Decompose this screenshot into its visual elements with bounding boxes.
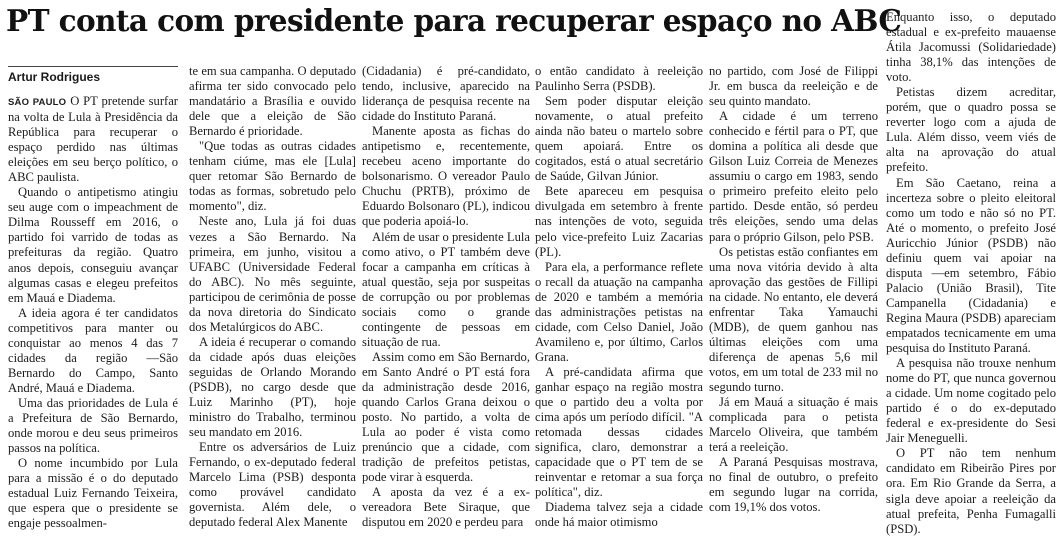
article-paragraph: Além de usar o presidente Lula como ativo, o PT também deve focar a campanha em críticas à atual questão, seja por suspeitas de corrupção ou por problemas sociais como o grande contingente de pessoas em situação de rua. (362, 229, 530, 349)
article-paragraph: O PT não tem nenhum candidato em Ribeirão Pires por ora. Em Rio Grande da Serra, a sigla deve apoiar a reeleição da atual prefeita, Penha Fumagalli (PSD). (886, 446, 1056, 536)
article-paragraph: Uma das prioridades de Lula é a Prefeitura de São Bernardo, onde morou e deu seus primeiros passos na política. (8, 395, 178, 456)
article-column-5 (709, 64, 878, 515)
article-paragraph: A cidade é um terreno conhecido e fértil para o PT, que domina a política ali desde que Gilson Luiz Correia de Menezes assumiu o cargo em 1983, sendo o primeiro prefeito eleito pelo partido. Desde então, só perdeu três eleições, sendo uma delas para o próprio Gilson, pelo PSB. (709, 109, 878, 244)
article-paragraph: Petistas dizem acreditar, porém, que o quadro possa se reverter logo com a ajuda de Lula. Além disso, veem viés de alta na aprovação do atual prefeito. (886, 85, 1056, 175)
article-paragraph: Os petistas estão confiantes em uma nova vitória devido à alta aprovação das gestões de Fillipi na cidade. No entanto, ele deverá enfrentar Taka Yamauchi (MDB), de quem ganhou nas últimas eleições com uma diferença de apenas 5,6 mil votos, em um total de 233 mil no segundo turno. (709, 244, 878, 394)
article-paragraph: te em sua campanha. O deputado afirma ter sido convocado pelo mandatário a Brasília e ouvido dele que a eleição de São Bernardo é prioridade. (189, 64, 356, 139)
article-paragraph: (Cidadania) é pré-candidato, tendo, inclusive, aparecido na liderança de pesquisa recente na cidade do Instituto Paraná. (362, 64, 530, 124)
article-paragraph (8, 94, 178, 185)
article-paragraph: O nome incumbido por Lula para a missão é o do deputado estadual Luiz Fernando Teixeira, que espera que o presidente se engaje pessoalmen- (8, 456, 178, 531)
article-paragraph: o então candidato à reeleição Paulinho Serra (PSDB). (535, 64, 703, 94)
lead-paragraph-text: O PT pretende surfar na volta de Lula à Presidência da República para recuperar o espaço perdido nas últimas eleições em seu berço político, o ABC paulista. (8, 94, 178, 185)
article-paragraph: "Que todas as outras cidades tenham ciúme, mas ele [Lula] quer retomar São Bernardo de todas as formas, sobretudo pelo momento", diz. (189, 139, 356, 214)
article-paragraph: Assim como em São Bernardo, em Santo André o PT está fora da administração desde 2016, quando Carlos Grana deixou o posto. No partido, a volta de Lula ao poder é vista como prenúncio que a cidade, com tradição de prefeitos petistas, pode virar à esquerda. (362, 349, 530, 485)
article-column-1 (8, 94, 178, 531)
article-paragraph: A ideia é recuperar o comando da cidade após duas eleições seguidas de Orlando Morando (PSDB), no cargo desde que Luiz Marinho (PT), hoje ministro do Trabalho, terminou seu mandato em 2016. (189, 334, 356, 440)
headline: PT conta com presidente para recuperar espaço no ABC (6, 3, 902, 38)
article-paragraph: Neste ano, Lula já foi duas vezes a São Bernardo. Na primeira, em junho, visitou a UFABC (Universidade Federal do ABC). No mês seguinte, participou de cerimônia de posse da nova diretoria do Sindicato dos Metalúrgicos do ABC. (189, 214, 356, 334)
article-paragraph: no partido, com José de Filippi Jr. em busca da reeleição e de seu quinto mandato. (709, 64, 878, 109)
article-paragraph: A pré-candidata afirma que ganhar espaço na região mostra que o partido deu a volta por cima após um período difícil. "A retomada dessas cidades significa, claro, demonstrar a capacidade que o PT tem de se reinventar e retomar a sua força política", diz. (535, 364, 703, 500)
article-paragraph: Entre os adversários de Luiz Fernando, o ex-deputado federal Marcelo Lima (PSB) desponta como provável candidato governista. Além dele, o deputado federal Alex Manente (189, 440, 356, 530)
article-column-6 (886, 10, 1056, 536)
article-paragraph: A aposta da vez é a ex-vereadora Bete Siraque, que disputou em 2020 e perdeu para (362, 485, 530, 530)
article-paragraph: Bete apareceu em pesquisa divulgada em setembro à frente nas intenções de voto, seguida pelo vice-prefeito Luiz Zacarias (PL). (535, 184, 703, 259)
article-column-4 (535, 64, 703, 530)
article-paragraph: Para ela, a performance reflete o recall da atuação na campanha de 2020 e também a memória das administrações petistas na cidade, com Celso Daniel, João Avamileno e, por último, Carlos Grana. (535, 259, 703, 364)
article-paragraph: Diadema talvez seja a cidade onde há maior otimismo (535, 500, 703, 530)
article-column-3 (362, 64, 530, 530)
article-paragraph: Em São Caetano, reina a incerteza sobre o pleito eleitoral como um todo e não só no PT. Até o momento, o prefeito José Auricchio Júnior (PSDB) não definiu quem vai apoiar na disputa —em setembro, Fábio Palacio (União Brasil), Tite Campanella (Cidadania) e Regina Maura (PSDB) apareciam empatados tecnicamente em uma pesquisa do Instituto Paraná. (886, 175, 1056, 356)
byline: Artur Rodrigues (8, 66, 178, 84)
article-paragraph: Quando o antipetismo atingiu seu auge com o impeachment de Dilma Rousseff em 2016, o partido foi varrido de todas as prefeituras da região. Quatro anos depois, conseguiu avançar algumas casas e elegeu prefeitos em Mauá e Diadema. (8, 185, 178, 305)
article-paragraph: A ideia agora é ter candidatos competitivos para manter ou conquistar ao menos 4 das 7 cidades da região —São Bernardo do Campo, Santo André, Mauá e Diadema. (8, 305, 178, 395)
article-paragraph: Já em Mauá a situação é mais complicada para o petista Marcelo Oliveira, que também terá a reeleição. (709, 395, 878, 455)
article-paragraph: A pesquisa não trouxe nenhum nome do PT, que nunca governou a cidade. Um nome cogitado pelo partido é o do ex-deputado federal e ex-presidente do Sesi Jair Meneguelli. (886, 356, 1056, 446)
article-paragraph: Manente aposta as fichas do antipetismo e, recentemente, recebeu aceno importante do bolsonarismo. O vereador Paulo Chuchu (PRTB), próximo de Eduardo Bolsonaro (PL), indicou que poderia apoiá-lo. (362, 124, 530, 229)
dateline: SÃO PAULO (8, 97, 67, 108)
article-column-2 (189, 64, 356, 530)
article-paragraph: Sem poder disputar eleição novamente, o atual prefeito ainda não bateu o martelo sobre quem apoiará. Entre os cogitados, está o atual secretário de Saúde, Gilvan Júnior. (535, 94, 703, 184)
article-paragraph: Enquanto isso, o deputado estadual e ex-prefeito mauaense Átila Jacomussi (Solidariedade) tinha 38,1% das intenções de voto. (886, 10, 1056, 85)
article-paragraph: A Paraná Pesquisas mostrava, no final de outubro, o prefeito em segundo lugar na corrida, com 19,1% dos votos. (709, 455, 878, 515)
